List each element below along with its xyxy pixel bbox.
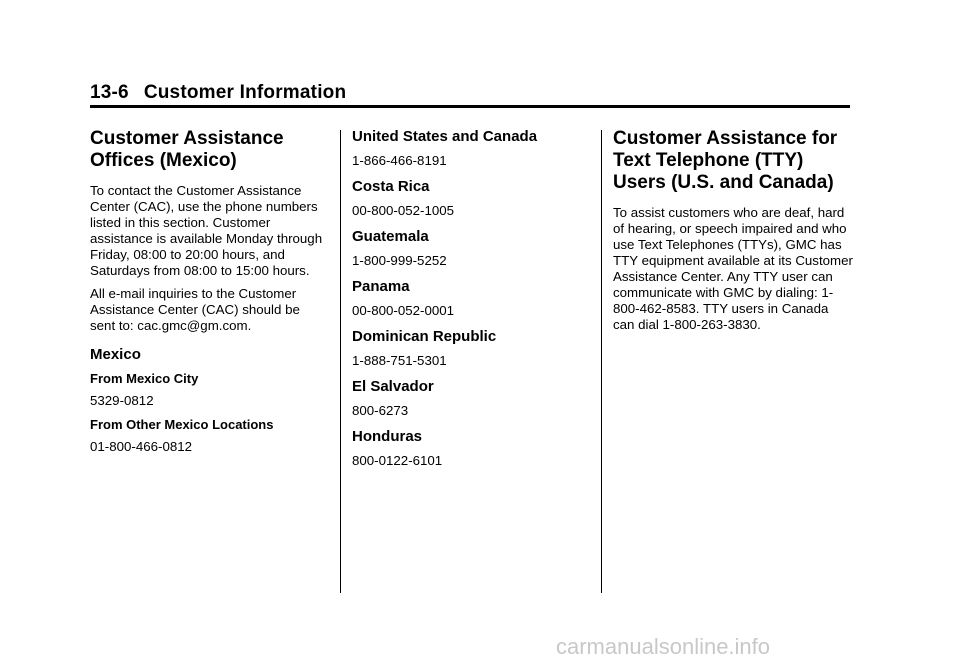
column-country-numbers (352, 128, 587, 477)
column-tty (613, 128, 853, 340)
body-paragraph: All e-mail inquiries to the Customer Assistance Center (CAC) should be sent to: cac.gmc@gm.com. (90, 286, 300, 333)
phone-number: 800-6273 (352, 403, 409, 418)
watermark: carmanualsonline.info (556, 634, 771, 659)
country-heading: Costa Rica (352, 178, 430, 195)
phone-number: 1-866-466-8191 (352, 153, 447, 168)
page-number: 13-6 (90, 82, 129, 103)
section-heading: Customer Assistance Offices (Mexico) (90, 128, 284, 171)
phone-number: 00-800-052-0001 (352, 303, 455, 318)
phone-number: 01-800-466-0812 (90, 439, 193, 454)
label-other-locations: From Other Mexico Locations (90, 417, 274, 432)
body-paragraph: To assist customers who are deaf, hard of hearing, or speech impaired and who use Text Telephones (TTYs), GMC has TTY equipment available at its Customer Assistance Center. Any TTY user can communicate with GMC by dialing: 1-800-462-8583. TTY users in Canada can dial 1-800-263-3830. (613, 205, 853, 332)
column-divider (340, 130, 341, 593)
country-heading: United States and Canada (352, 128, 538, 145)
column-divider (601, 130, 602, 593)
subheading-mexico: Mexico (90, 346, 141, 363)
country-heading: Panama (352, 278, 410, 295)
phone-number: 5329-0812 (90, 393, 154, 408)
header-rule (90, 105, 850, 108)
country-heading: El Salvador (352, 378, 434, 395)
body-paragraph: To contact the Customer Assistance Center (CAC), use the phone numbers listed in this section. Customer assistance is available Monday through Friday, 08:00 to 20:00 hours, and Saturdays from 08:00 to 15:00 hours. (90, 183, 323, 278)
phone-number: 800-0122-6101 (352, 453, 443, 468)
section-title: Customer Information (143, 82, 347, 103)
phone-number: 00-800-052-1005 (352, 203, 455, 218)
phone-number: 1-800-999-5252 (352, 253, 447, 268)
country-heading: Guatemala (352, 228, 429, 245)
column-mexico-offices (90, 128, 328, 463)
label-mexico-city: From Mexico City (90, 371, 199, 386)
section-heading: Customer Assistance for Text Telephone (TTY) Users (U.S. and Canada) (613, 128, 838, 193)
country-heading: Honduras (352, 428, 423, 445)
header-title (90, 82, 346, 104)
phone-number: 1-888-751-5301 (352, 353, 447, 368)
country-heading: Dominican Republic (352, 328, 497, 345)
